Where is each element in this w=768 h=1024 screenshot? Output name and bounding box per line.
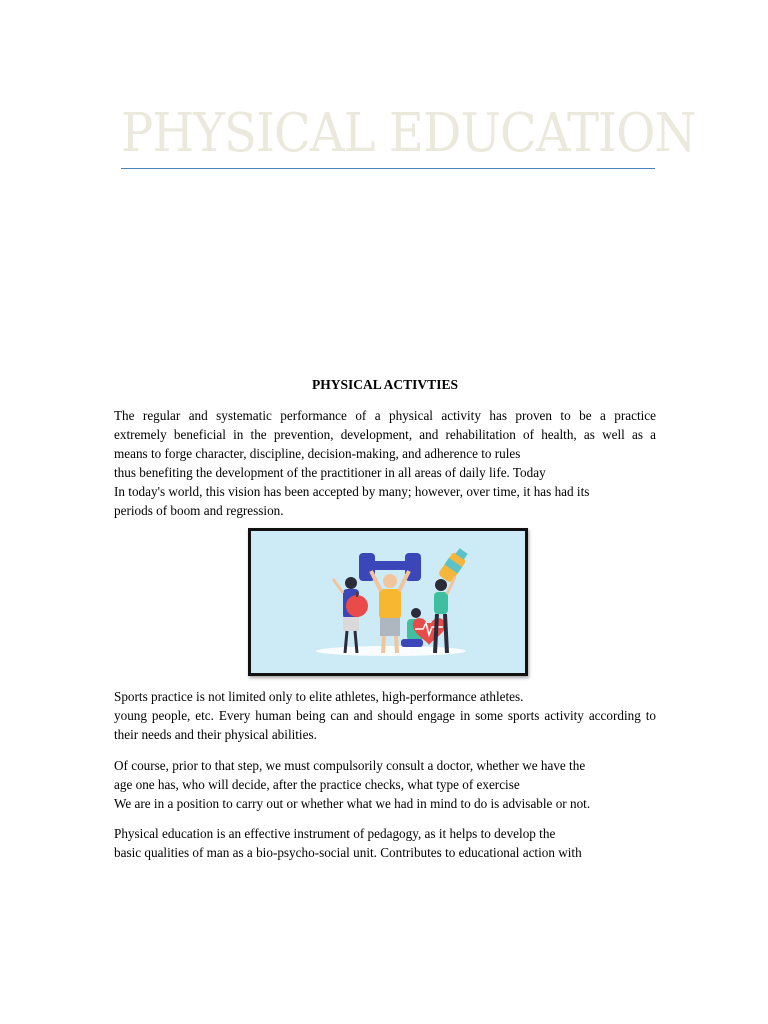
paragraph-line: extremely beneficial in the prevention, development, and rehabilitation of health, as well as a <box>114 427 656 442</box>
paragraph-line: means to forge character, discipline, decision-making, and adherence to rules <box>114 446 521 461</box>
paragraph-line: We are in a position to carry out or whether what we had in mind to do is advisable or not. <box>114 796 591 811</box>
paragraph-line: age one has, who will decide, after the practice checks, what type of exercise <box>114 777 520 792</box>
paragraph-line: young people, etc. Every human being can and should engage in some sports activity according to <box>114 708 656 723</box>
paragraph-1 <box>114 406 656 520</box>
people-exercising-illustration-icon <box>251 531 525 673</box>
paragraph-line: The regular and systematic performance of a physical activity has proven to be a practice <box>114 408 656 423</box>
paragraph-line: Physical education is an effective instrument of pedagogy, as it helps to develop the <box>114 826 556 841</box>
section-heading: PHYSICAL ACTIVTIES <box>312 377 458 392</box>
paragraph-line: their needs and their physical abilities. <box>114 727 317 742</box>
paragraph-2 <box>114 687 656 744</box>
fitness-illustration <box>248 528 528 676</box>
page-title: PHYSICAL EDUCATION <box>121 103 696 164</box>
paragraph-line: In today's world, this vision has been accepted by many; however, over time, it has had its <box>114 484 590 499</box>
paragraph-line: Sports practice is not limited only to elite athletes, high-performance athletes. <box>114 689 524 704</box>
paragraph-4 <box>114 824 656 862</box>
paragraph-line: basic qualities of man as a bio-psycho-social unit. Contributes to educational action with <box>114 845 582 860</box>
paragraph-line: periods of boom and regression. <box>114 503 284 518</box>
paragraph-line: Of course, prior to that step, we must compulsorily consult a doctor, whether we have the <box>114 758 586 773</box>
title-underline <box>121 168 655 169</box>
paragraph-3 <box>114 756 656 813</box>
paragraph-line: thus benefiting the development of the practitioner in all areas of daily life. Today <box>114 465 546 480</box>
